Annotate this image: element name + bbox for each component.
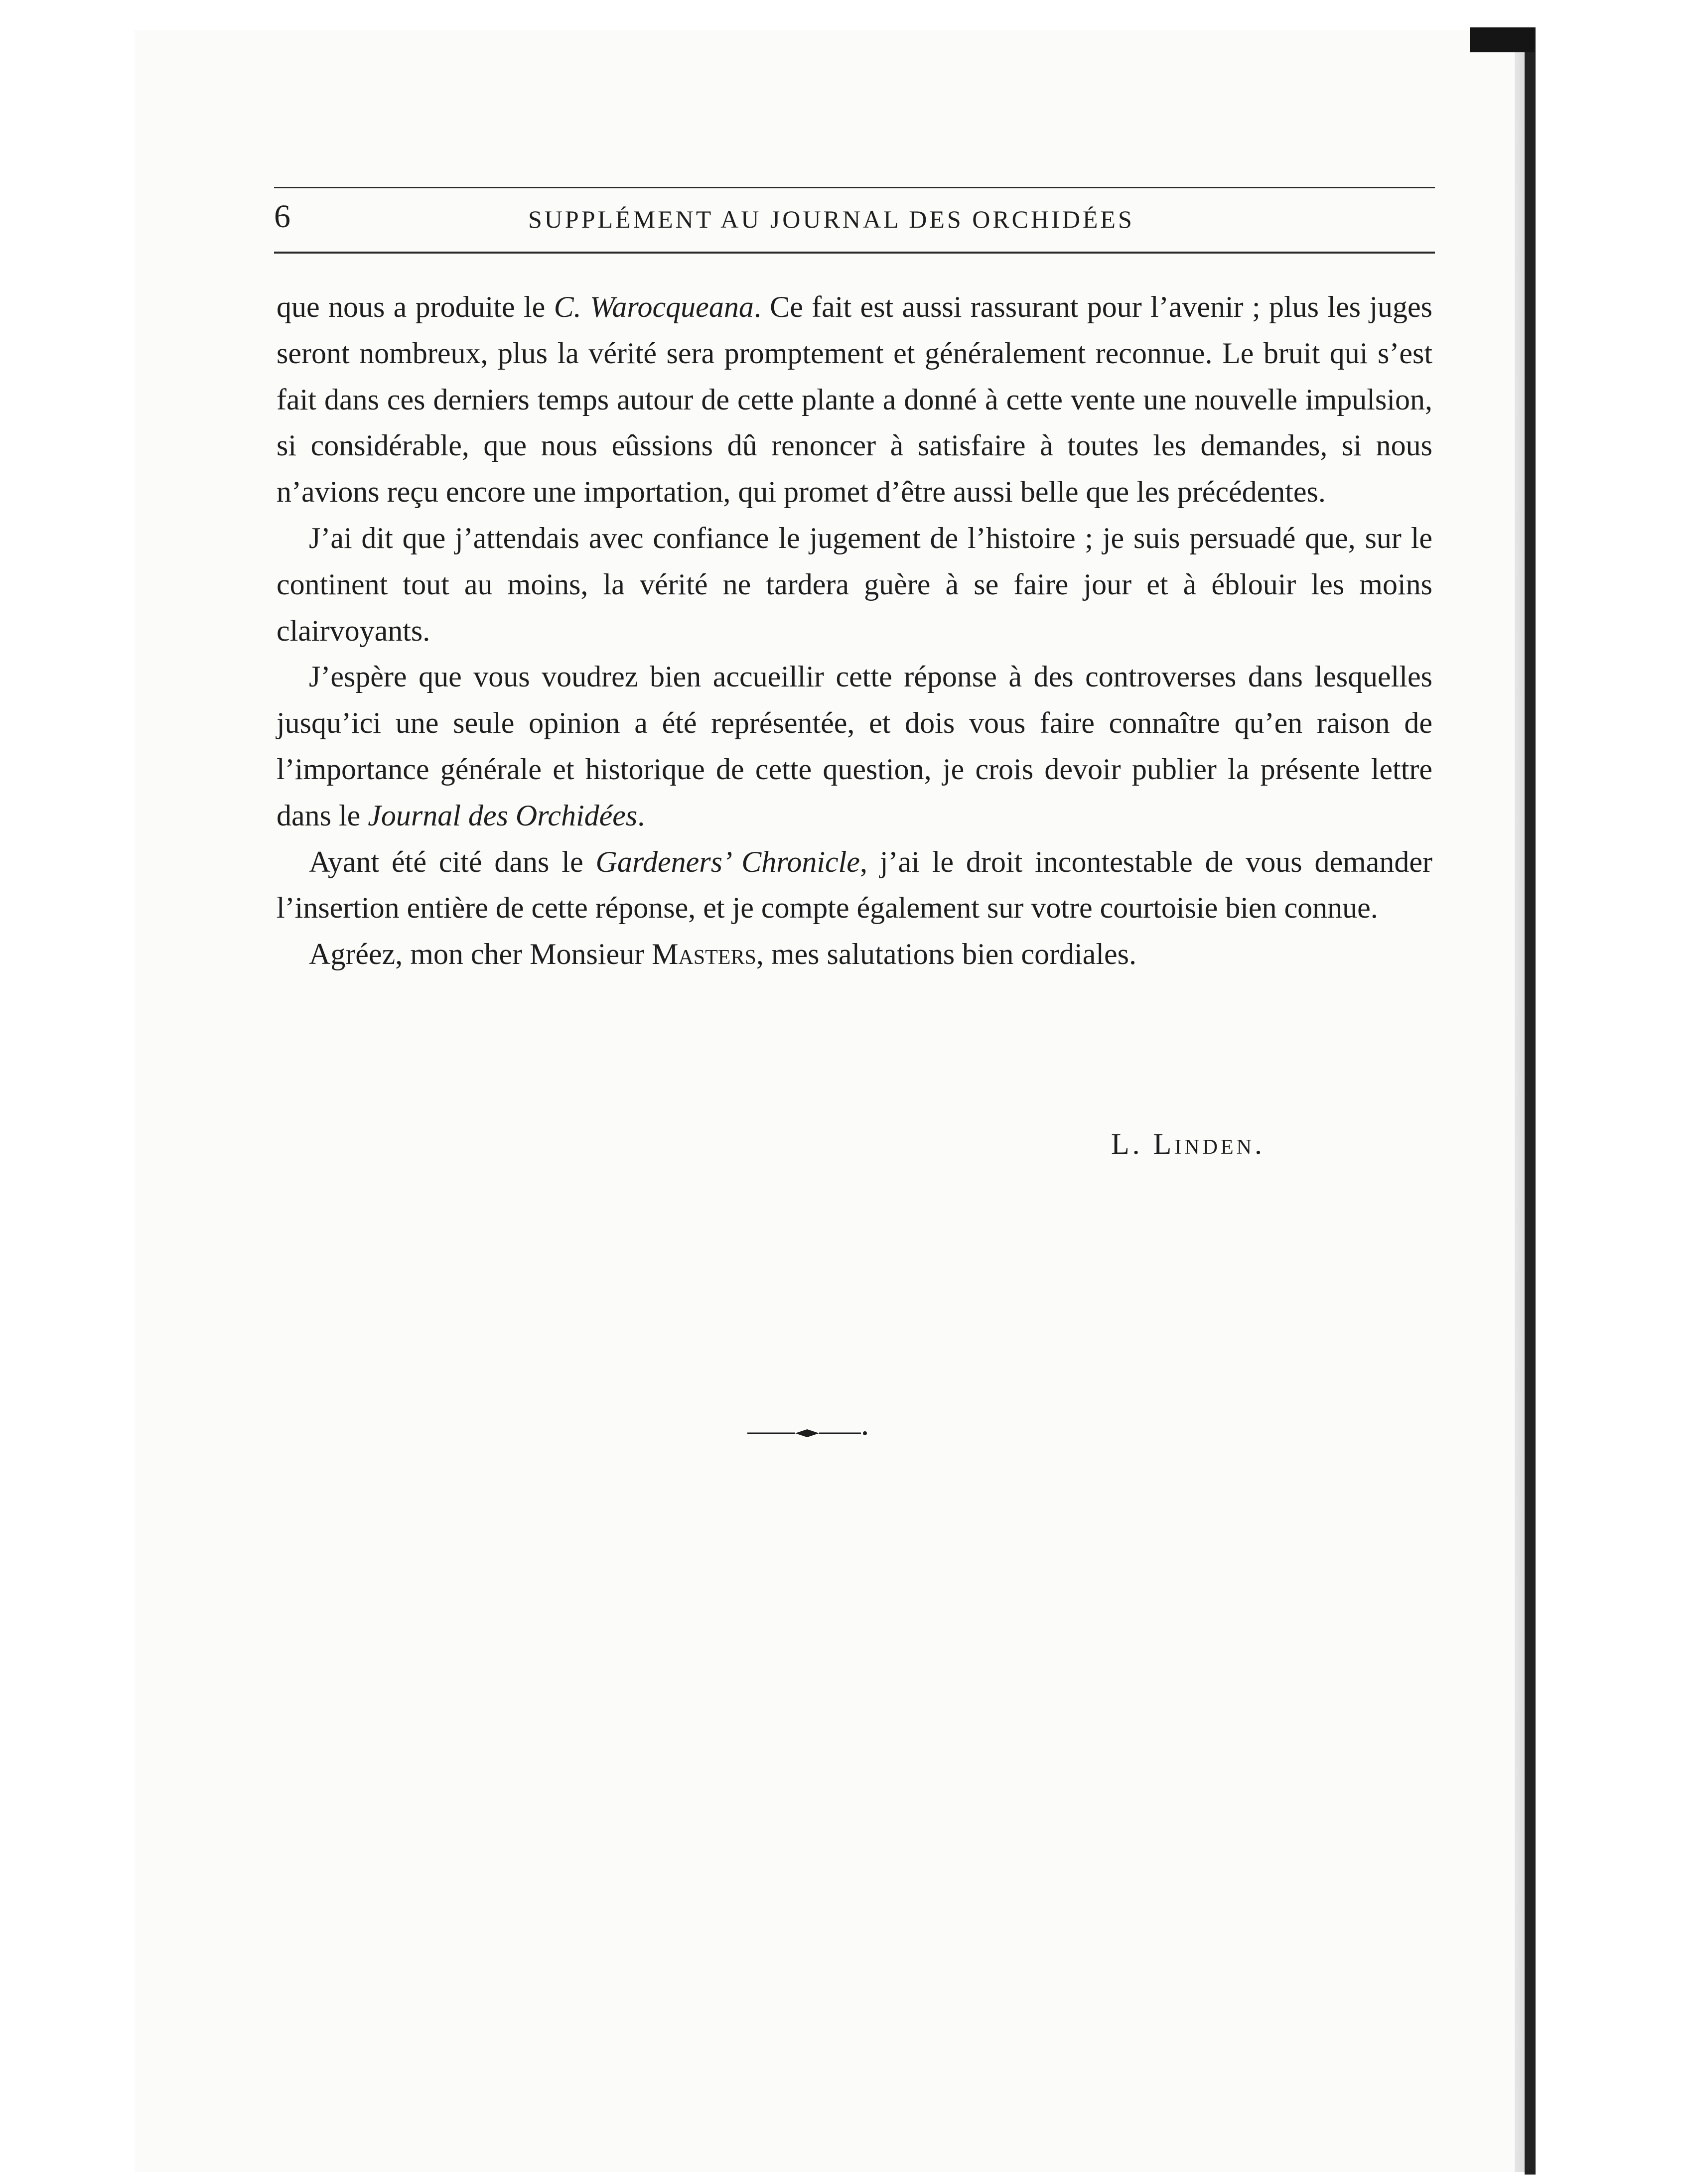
paragraph-4-italic: Gardeners’ Chronicle (595, 845, 860, 878)
letter-body (277, 284, 1432, 977)
paragraph-3 (277, 654, 1432, 838)
paragraph-3-text-a: J’espère que vous voudrez bien accueillir cette réponse à des controverses dans lesquelles jusqu’ici une seule opinion a été représentée, et dois vous faire connaître qu’en raison de l’importance générale et historique de cette question, je crois devoir publier la présente lettre dans le (277, 660, 1432, 832)
paragraph-3-text-b: . (637, 799, 645, 832)
paragraph-5-text-b: , mes salutations bien cordiales. (756, 938, 1136, 971)
paragraph-4-text-a: Ayant été cité dans le (309, 845, 596, 878)
signature-period: . (1254, 1127, 1265, 1160)
paragraph-4-text-b: , j’ai le droit incontestable de vous demander l’insertion entière de cette réponse, et je compte également sur votre courtoisie bien connue. (277, 845, 1432, 925)
scan-edge-corner (1470, 27, 1535, 52)
paragraph-1 (277, 284, 1432, 515)
signature-initial: L. (1111, 1127, 1153, 1160)
header-rule-bottom (274, 252, 1435, 254)
paragraph-5 (277, 931, 1432, 977)
header-rule-top (274, 187, 1435, 188)
ornamental-rule-icon (747, 1427, 867, 1439)
paragraph-4 (277, 839, 1432, 932)
paragraph-2: J’ai dit que j’attendais avec confiance le jugement de l’histoire ; je suis persuadé que, sur le continent tout au moins, la vérité ne tardera guère à se faire jour et à éblouir les moins clairvoyants. (277, 521, 1432, 647)
signature (1111, 1121, 1265, 1167)
paragraph-1-text-b: . Ce fait est aussi rassurant pour l’avenir ; plus les juges seront nombreux, plus la vérité sera promptement et généralement reconnue. Le bruit qui s’est fait dans ces derniers temps autour de cette plante a donné à cette vente une nouvelle impulsion, si considérable, que nous eûssions dû renoncer à satisfaire à toutes les demandes, si nous n’avions reçu encore une importation, qui promet d’être aussi belle que les précédentes. (277, 290, 1432, 509)
page-number: 6 (274, 198, 290, 235)
running-head: SUPPLÉMENT AU JOURNAL DES ORCHIDÉES (528, 205, 1134, 233)
paragraph-1-italic: C. Warocqueana (554, 290, 754, 323)
paragraph-5-text-a: Agréez, mon cher Monsieur (309, 938, 652, 971)
scan-edge-right (1525, 27, 1536, 2175)
signature-surname: Linden (1153, 1127, 1255, 1160)
paragraph-1-text-a: que nous a produite le (277, 290, 554, 323)
paragraph-5-name: Masters (652, 938, 756, 971)
paragraph-3-italic: Journal des Orchidées (368, 799, 638, 832)
